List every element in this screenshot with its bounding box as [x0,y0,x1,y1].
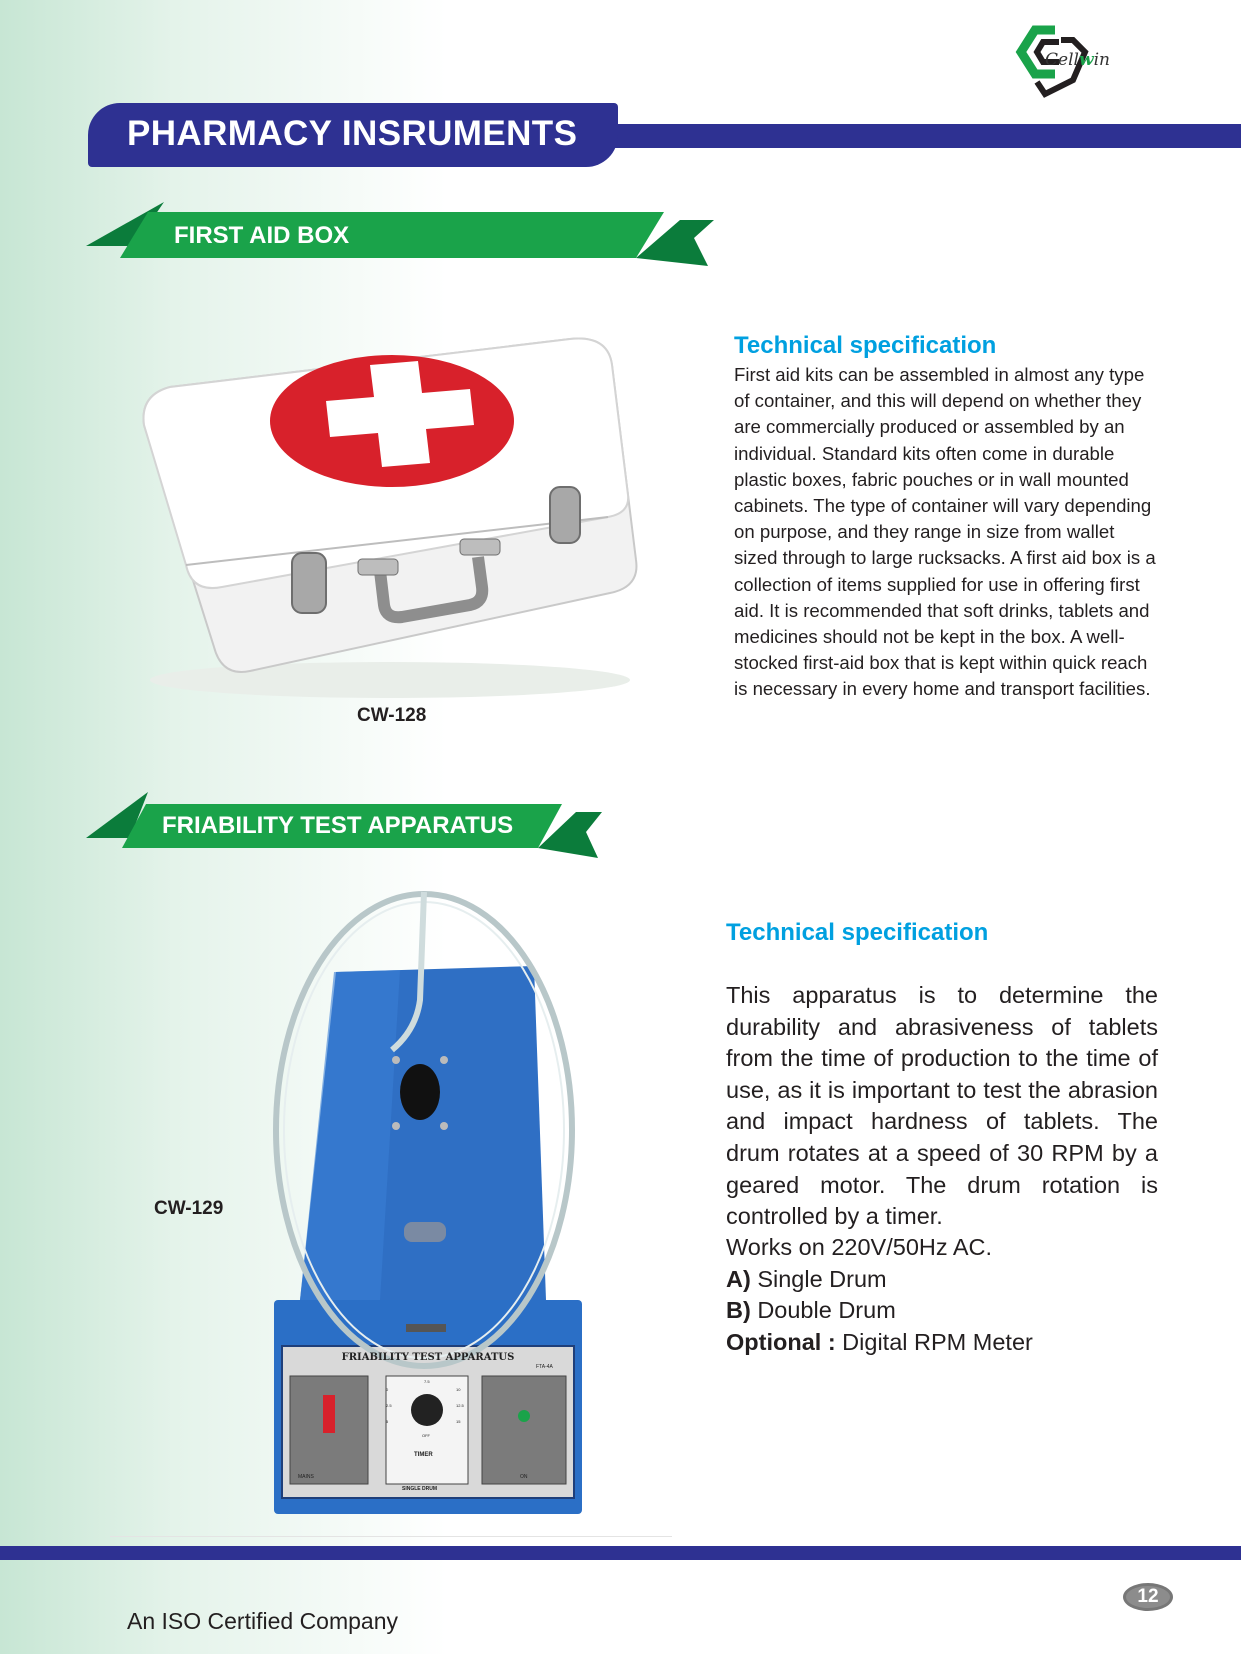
option-b-key: B) [726,1297,751,1324]
option-a-key: A) [726,1265,751,1292]
panel-dial-off: OFF [422,1433,430,1438]
option-optional-value: Digital RPM Meter [835,1328,1033,1355]
panel-on-label: ON [520,1474,528,1480]
product-code-first-aid: CW-128 [357,705,427,726]
panel-dial-12-5: 12.5 [456,1403,464,1408]
section-label-first-aid: FIRST AID BOX [174,222,350,249]
spec-heading-friability: Technical specification [726,919,989,946]
panel-dial-7-5: 7.5 [424,1379,430,1384]
logo-text-w: w [1078,50,1094,70]
product-code-friability: CW-129 [154,1198,224,1219]
option-optional-key: Optional : [726,1328,836,1355]
panel-dial-10: 10 [456,1387,461,1392]
panel-title: FRIABILITY TEST APPARATUS [341,1352,515,1363]
page-number-badge [1122,1582,1174,1612]
spec-body-first-aid: First aid kits can be assembled in almost any type of container, and this will depend on whether they are commercially produced or assembled by an individual. Standard kits often come in durable plastic boxes, fabric pouches or in wall mounted cabinets. The type of container will vary depending on purpose, and they range in size from wallet sized through to large rucksacks. A first aid box is a collection of items supplied for use in offering first aid. It is recommended that soft drinks, tablets and medicines should not be kept in the box. A well-stocked first-aid box that is kept within quick reach is necessary in every home and transport facilities. [734,364,1156,700]
panel-mains-label: MAINS [298,1474,314,1480]
option-b-value: Double Drum [750,1297,896,1324]
section-label-friability: FRIABILITY TEST APPARATUS [162,812,514,839]
option-optional [726,1327,1033,1359]
option-b [726,1295,1033,1327]
page-number: 12 [1137,1586,1159,1607]
friability-apparatus-image [260,880,600,1516]
footer-company: An ISO Certified Company [127,1608,399,1634]
option-a [726,1264,1033,1296]
header-bar [610,124,1241,148]
spec-options-friability [726,1232,1033,1358]
panel-dial-2-5: 2.5 [386,1403,392,1408]
footer-divider [110,1536,672,1537]
cellwin-logo [1015,22,1133,104]
panel-dial-5: 5 [386,1419,389,1424]
power-spec: Works on 220V/50Hz AC. [726,1234,993,1260]
option-a-value: Single Drum [750,1265,887,1292]
panel-drum-label: SINGLE DRUM [402,1486,437,1492]
spec-heading-first-aid: Technical specification [734,332,997,359]
page-title: PHARMACY INSRUMENTS [127,114,578,153]
logo-text-cell: Cell [1045,50,1079,70]
panel-dial-0: 0 [386,1387,389,1392]
apparatus-body-drawing [260,880,600,1516]
first-aid-box-image [130,325,650,715]
footer-bar [0,1546,1241,1560]
spec-body-friability: This apparatus is to determine the durability and abrasiveness of tablets from the time of production to the time of use, as it is important to test the abrasion and impact hardness of tablets. The drum rotates at a speed of 30 RPM by a geared motor. The drum rotation is controlled by a timer. [726,982,1158,1230]
logo-text-in: in [1093,50,1110,70]
panel-model: FTA-4A [536,1364,553,1370]
logo-wordmark [1045,50,1110,70]
panel-timer-label: TIMER [414,1452,433,1458]
panel-dial-15: 15 [456,1419,461,1424]
